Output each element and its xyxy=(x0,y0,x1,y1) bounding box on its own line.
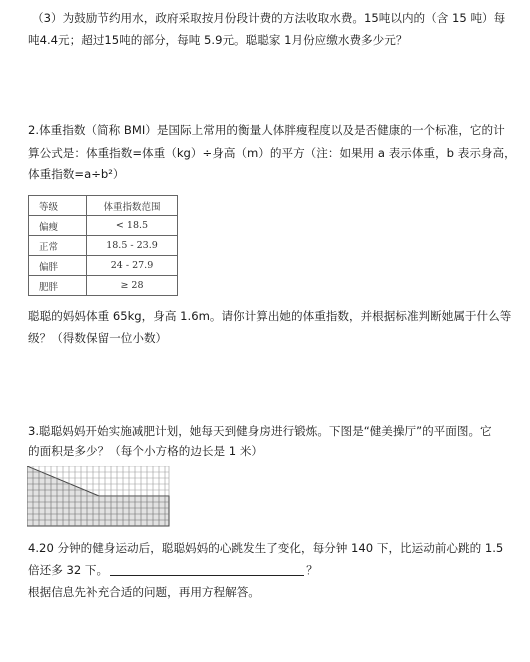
bmi-range: ≥ 28 xyxy=(87,276,178,296)
bmi-table-header xyxy=(29,196,178,216)
area-line-2: 的面积是多少？（每个小方格的边长是 1 米） xyxy=(28,444,264,458)
bmi-line-5: 级？（得数保留一位小数） xyxy=(28,331,168,345)
table-row xyxy=(29,236,178,256)
bmi-level: 正常 xyxy=(29,236,87,256)
bmi-range: < 18.5 xyxy=(87,216,178,236)
bmi-line-3: 体重指数=a÷b²） xyxy=(28,167,125,181)
table-row xyxy=(29,216,178,236)
bmi-line-4: 聪聪的妈妈体重 65kg，身高 1.6m。请你计算出她的体重指数，并根据标准判断她属于什么等 xyxy=(28,309,512,323)
q3-line-1: （3）为鼓励节约用水，政府采取按月份段计费的方法收取水费。15吨以内的（含 15 吨）每 xyxy=(32,11,506,25)
bmi-header-level: 等级 xyxy=(29,196,87,216)
bmi-range: 24 - 27.9 xyxy=(87,256,178,276)
floorplan-grid xyxy=(27,466,171,528)
bmi-level: 肥胖 xyxy=(29,276,87,296)
bmi-header-range: 体重指数范围 xyxy=(87,196,178,216)
bmi-line-2: 算公式是：体重指数=体重（kg）÷身高（m）的平方（注：如果用 a 表示体重，b 表示身高， xyxy=(28,146,516,160)
area-line-1: 3.聪聪妈妈开始实施减肥计划，她每天到健身房进行锻炼。下图是“健美操厅”的平面图。它 xyxy=(28,424,492,438)
heart-line-2-text: 倍还多 32 下。 xyxy=(28,563,109,577)
heart-line-2 xyxy=(28,562,318,578)
q3-line-2: 吨4.4元；超过15吨的部分，每吨 5.9元。聪聪家 1月份应缴水费多少元？ xyxy=(28,33,408,47)
table-row xyxy=(29,256,178,276)
bmi-range: 18.5 - 23.9 xyxy=(87,236,178,256)
bmi-level: 偏胖 xyxy=(29,256,87,276)
heart-line-2-end: ？ xyxy=(306,563,318,577)
answer-blank[interactable] xyxy=(110,563,304,576)
heart-line-3: 根据信息先补充合适的问题，再用方程解答。 xyxy=(28,585,260,599)
heart-line-1: 4.20 分钟的健身运动后，聪聪妈妈的心跳发生了变化，每分钟 140 下，比运动前心跳的 1.5 xyxy=(28,541,504,555)
bmi-level: 偏瘦 xyxy=(29,216,87,236)
bmi-line-1: 2.体重指数（简称 BMI）是国际上常用的衡量人体胖瘦程度以及是否健康的一个标准，它的计 xyxy=(28,123,505,137)
table-row xyxy=(29,276,178,296)
bmi-table xyxy=(28,195,178,296)
